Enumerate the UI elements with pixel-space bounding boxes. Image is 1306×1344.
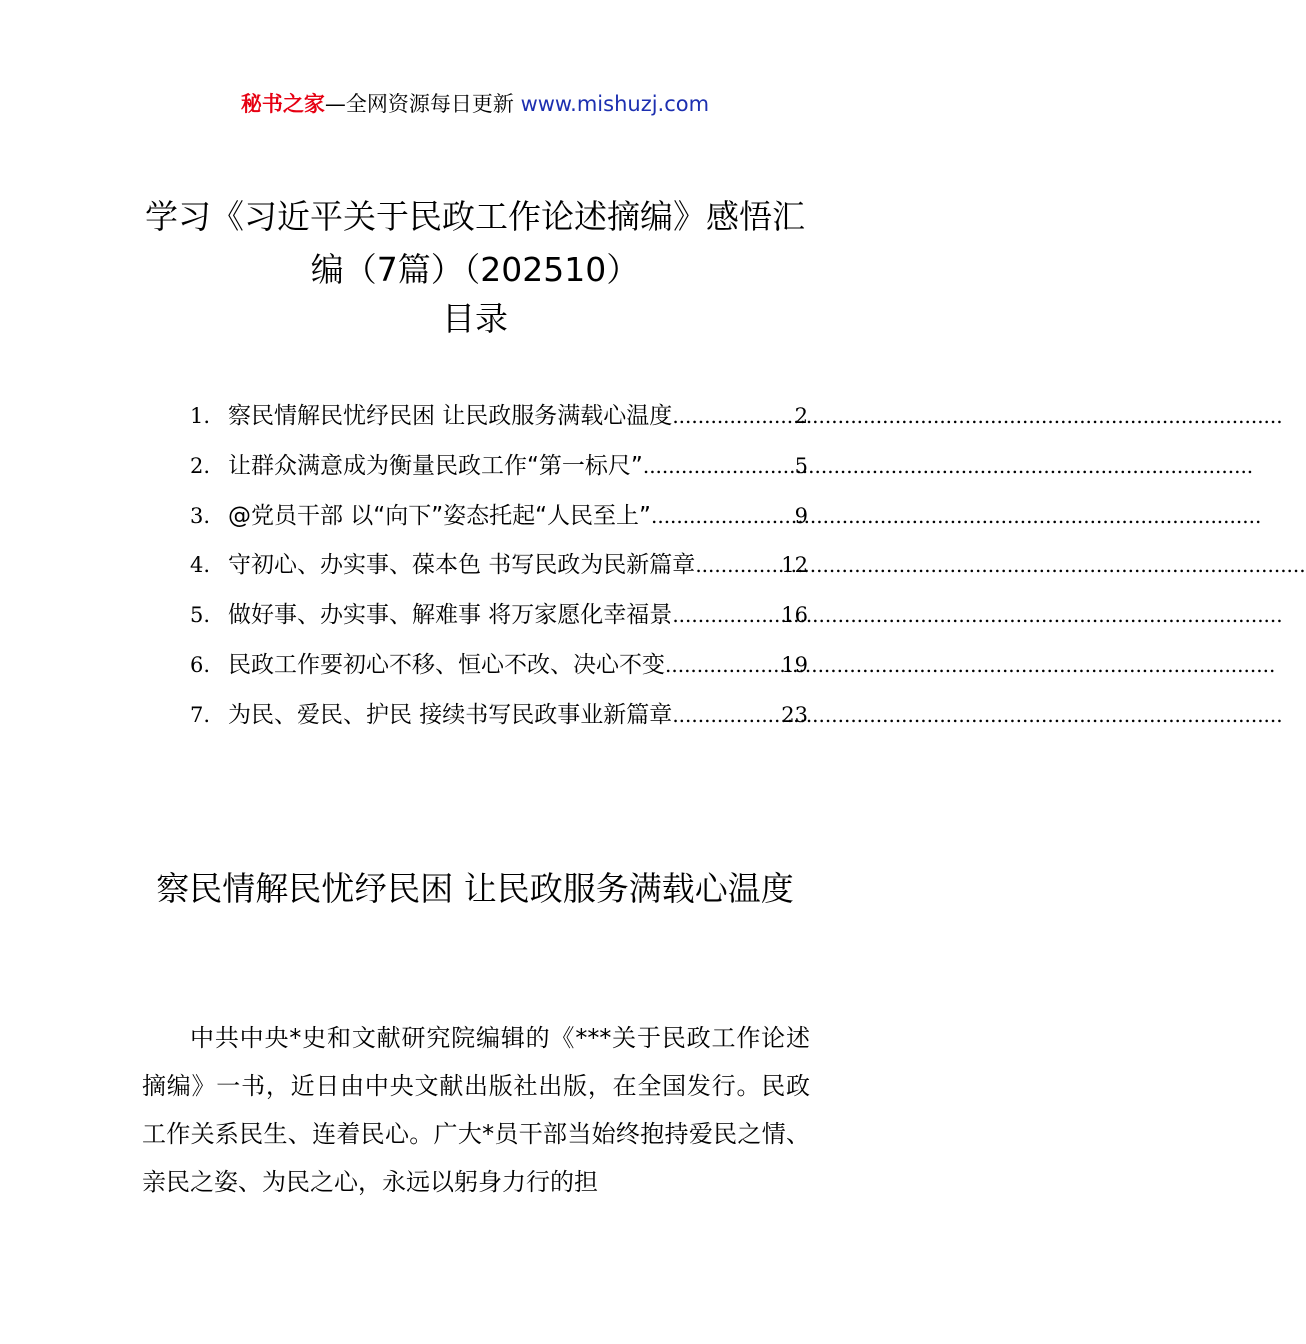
toc-item-title: @党员干部 以“向下”姿态托起“人民至上” [228, 502, 651, 529]
header-tagline: —全网资源每日更新 [324, 92, 521, 116]
table-of-contents [190, 392, 808, 741]
toc-item-page: 19 [781, 652, 808, 677]
toc-item-title: 守初心、办实事、葆本色 书写民政为民新篇章 [228, 552, 696, 579]
toc-item-number: 4. [190, 553, 211, 578]
site-link[interactable]: www.mishuzj.com [520, 92, 710, 116]
toc-item[interactable] [190, 591, 808, 641]
toc-item-page: 2 [794, 404, 808, 428]
toc-item-page: 23 [781, 702, 808, 727]
toc-item-number: 7. [190, 702, 211, 727]
toc-item-page: 9 [794, 503, 808, 528]
toc-item-number: 1. [190, 404, 211, 428]
toc-item-number: 2. [190, 453, 211, 478]
toc-item-title: 察民情解民忧纾民困 让民政服务满载心温度 [228, 403, 673, 429]
toc-item-number: 6. [190, 652, 211, 677]
toc-leader-dots [643, 442, 795, 492]
toc-item-page: 16 [781, 603, 808, 628]
toc-item-page: 5 [794, 453, 808, 478]
toc-item-number: 5. [190, 603, 211, 628]
toc-item-title: 让群众满意成为衡量民政工作“第一标尺” [228, 452, 643, 479]
toc-item[interactable] [190, 541, 808, 591]
toc-leader-dots [665, 641, 781, 691]
document-title: 学习《习近平关于民政工作论述摘编》感悟汇编（7篇）（202510） [145, 197, 805, 289]
toc-item-page: 12 [781, 553, 808, 578]
toc-item[interactable] [190, 442, 808, 492]
toc-leader-dots [651, 492, 795, 542]
toc-item[interactable] [190, 392, 808, 442]
site-header [0, 88, 950, 120]
toc-item[interactable] [190, 492, 808, 542]
toc-item-number: 3. [190, 503, 211, 528]
article-paragraph: 中共中央*史和文献研究院编辑的《***关于民政工作论述摘编》一书，近日由中央文献出版社出版，在全国发行。民政工作关系民生、连着民心。广大*员干部当始终抱持爱民之情、亲民之姿、为民之心，永远以躬身力行的担 [142, 1024, 810, 1196]
brand-name: 秘书之家 [240, 92, 325, 116]
article-title: 察民情解民忧纾民困 让民政服务满载心温度 [156, 869, 794, 908]
toc-item[interactable] [190, 641, 808, 691]
toc-leader-dots [672, 691, 781, 741]
toc-item[interactable] [190, 691, 808, 741]
toc-leader-dots [695, 541, 781, 591]
toc-item-title: 为民、爱民、护民 接续书写民政事业新篇章 [228, 701, 673, 728]
toc-item-title: 民政工作要初心不移、恒心不改、决心不变 [228, 651, 665, 678]
toc-leader-dots [672, 392, 794, 442]
toc-leader-dots [672, 591, 781, 641]
toc-heading: 目录 [442, 299, 508, 338]
toc-item-title: 做好事、办实事、解难事 将万家愿化幸福景 [228, 602, 673, 629]
